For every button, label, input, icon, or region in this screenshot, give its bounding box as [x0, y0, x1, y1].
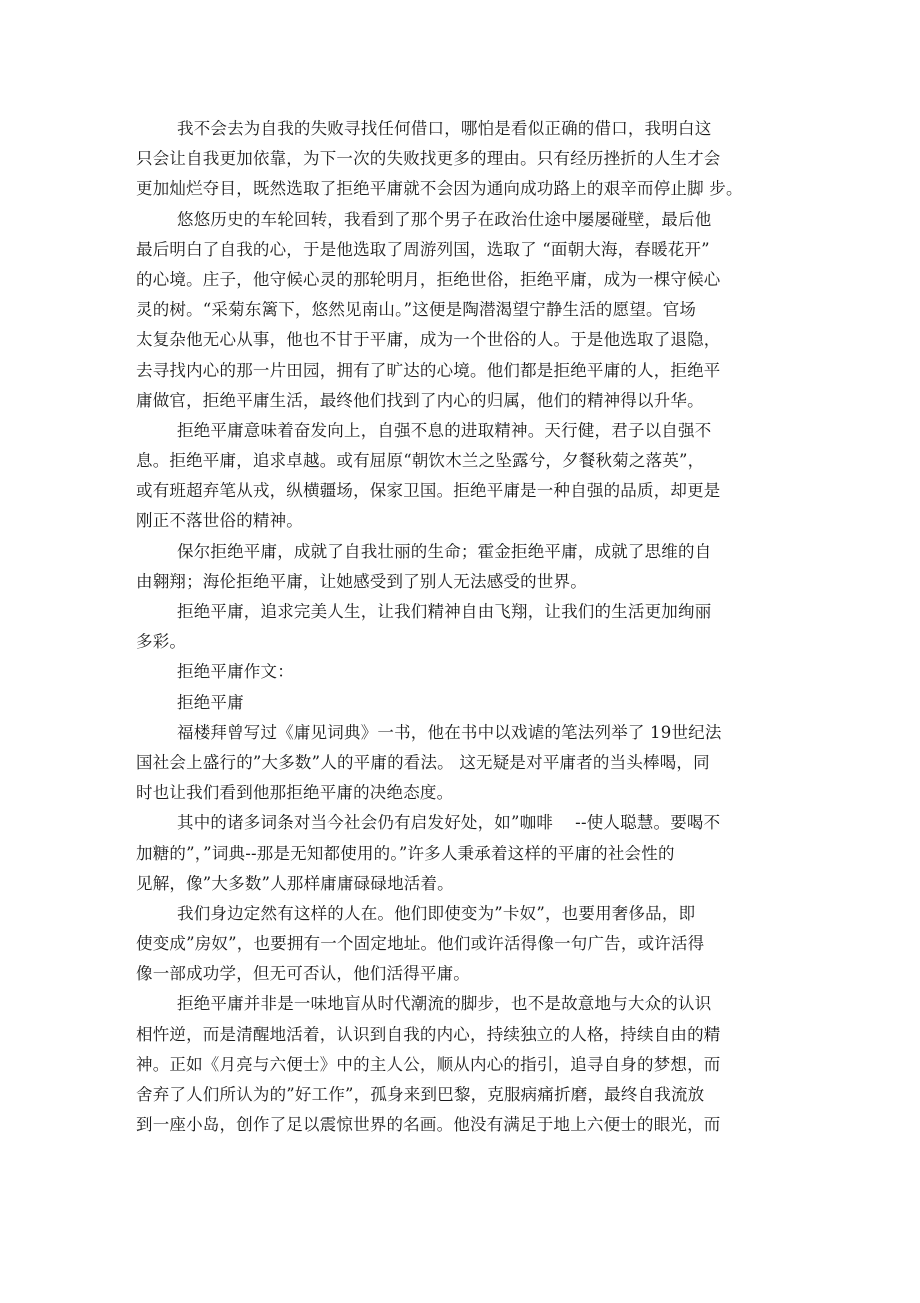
- text-line: 拒绝平庸: [177, 692, 244, 712]
- text-line: 国社会上盛行的”大多数”人的平庸的看法。 这无疑是对平庸者的当头棒喝，同: [136, 752, 710, 772]
- text-line: 保尔拒绝平庸，成就了自我壮丽的生命；霍金拒绝平庸，成就了思维的自: [177, 541, 712, 561]
- text-line: 或有班超弃笔从戎，纵横疆场，保家卫国。拒绝平庸是一种自强的品质，却更是: [136, 481, 721, 501]
- text-line: 舍弃了人们所认为的”好工作”，孤身来到巴黎，克服病痛折磨，最终自我流放: [136, 1085, 705, 1104]
- text-line: 拒绝平庸并非是一味地盲从时代潮流的脚步，也不是故意地与大众的认识: [177, 994, 712, 1014]
- text-line: 拒绝平庸，追求完美人生，让我们精神自由飞翔，让我们的生活更加绚丽: [177, 602, 712, 621]
- text-line: 庸做官，拒绝平庸生活，最终他们找到了内心的归属，他们的精神得以升华。: [136, 390, 704, 410]
- text-line: 悠悠历史的车轮回转，我看到了那个男子在政治仕途中屡屡碰壁，最后他: [177, 209, 712, 229]
- text-line: 多彩。: [136, 632, 187, 652]
- text-line: 只会让自我更加依靠，为下一次的失败找更多的理由。只有经历挫折的人生才会: [136, 149, 721, 169]
- text-line: 太复杂他无心从事，他也不甘于平庸，成为一个世俗的人。于是他选取了退隐，: [136, 330, 721, 350]
- text-line: 息。拒绝平庸，追求卓越。或有屈原“朝饮木兰之坠露兮，夕餐秋菊之落英”，: [136, 451, 705, 471]
- text-line: 像一部成功学，但无可否认，他们活得平庸。: [136, 964, 470, 984]
- text-line: 使变成”房奴”，也要拥有一个固定地址。他们或许活得像一句广告，或许活得: [136, 934, 705, 954]
- text-line: 加糖的”，”词典--那是无知都使用的。”许多人秉承着这样的平庸的社会性的: [136, 843, 675, 863]
- text-line: 我们身边定然有这样的人在。他们即使变为”卡奴”，也要用奢侈品，即: [177, 903, 696, 923]
- text-line: 由翱翔；海伦拒绝平庸，让她感受到了别人无法感受的世界。: [136, 571, 587, 591]
- text-line: 到一座小岛，创作了足以震惊世界的名画。他没有满足于地上六便士的眼光，而: [136, 1115, 721, 1135]
- text-line: 时也让我们看到他那拒绝平庸的决绝态度。: [136, 783, 454, 803]
- text-line: 拒绝平庸意味着奋发向上，自强不息的进取精神。天行健，君子以自强不: [177, 420, 712, 440]
- text-line: 更加灿烂夺目，既然选取了拒绝平庸就不会因为通向成功路上的艰辛而停止脚 步。: [136, 179, 743, 199]
- text-line: 灵的树。“采菊东篱下，悠然见南山。”这便是陶潜渴望宁静生活的愿望。官场: [136, 300, 697, 320]
- body-text: [136, 114, 776, 1140]
- text-line: 去寻找内心的那一片田园，拥有了旷达的心境。他们都是拒绝平庸的人，拒绝平: [136, 360, 721, 380]
- text-line: 最后明白了自我的心，于是他选取了周游列国，选取了 “面朝大海，春暖花开”: [136, 239, 710, 259]
- text-line: 我不会去为自我的失败寻找任何借口，哪怕是看似正确的借口，我明白这: [177, 119, 712, 138]
- text-line: 拒绝平庸作文：: [177, 662, 294, 682]
- text-line: 其中的诸多词条对当今社会仍有启发好处，如”咖啡 --使人聪慧。要喝不: [177, 813, 721, 833]
- text-line: 福楼拜曾写过《庸见词典》一书，他在书中以戏谑的笔法列举了 19世纪法: [177, 722, 722, 742]
- text-line: 刚正不落世俗的精神。: [136, 511, 303, 531]
- text-line: 相忤逆，而是清醒地活着，认识到自我的内心，持续独立的人格，持续自由的精: [136, 1024, 721, 1044]
- text-line: 的心境。庄子，他守候心灵的那轮明月，拒绝世俗，拒绝平庸，成为一棵守候心: [136, 269, 721, 289]
- text-line: 见解，像”大多数”人那样庸庸碌碌地活着。: [136, 873, 454, 893]
- text-line: 神。正如《月亮与六便士》中的主人公，顺从内心的指引，追寻自身的梦想，而: [136, 1054, 721, 1074]
